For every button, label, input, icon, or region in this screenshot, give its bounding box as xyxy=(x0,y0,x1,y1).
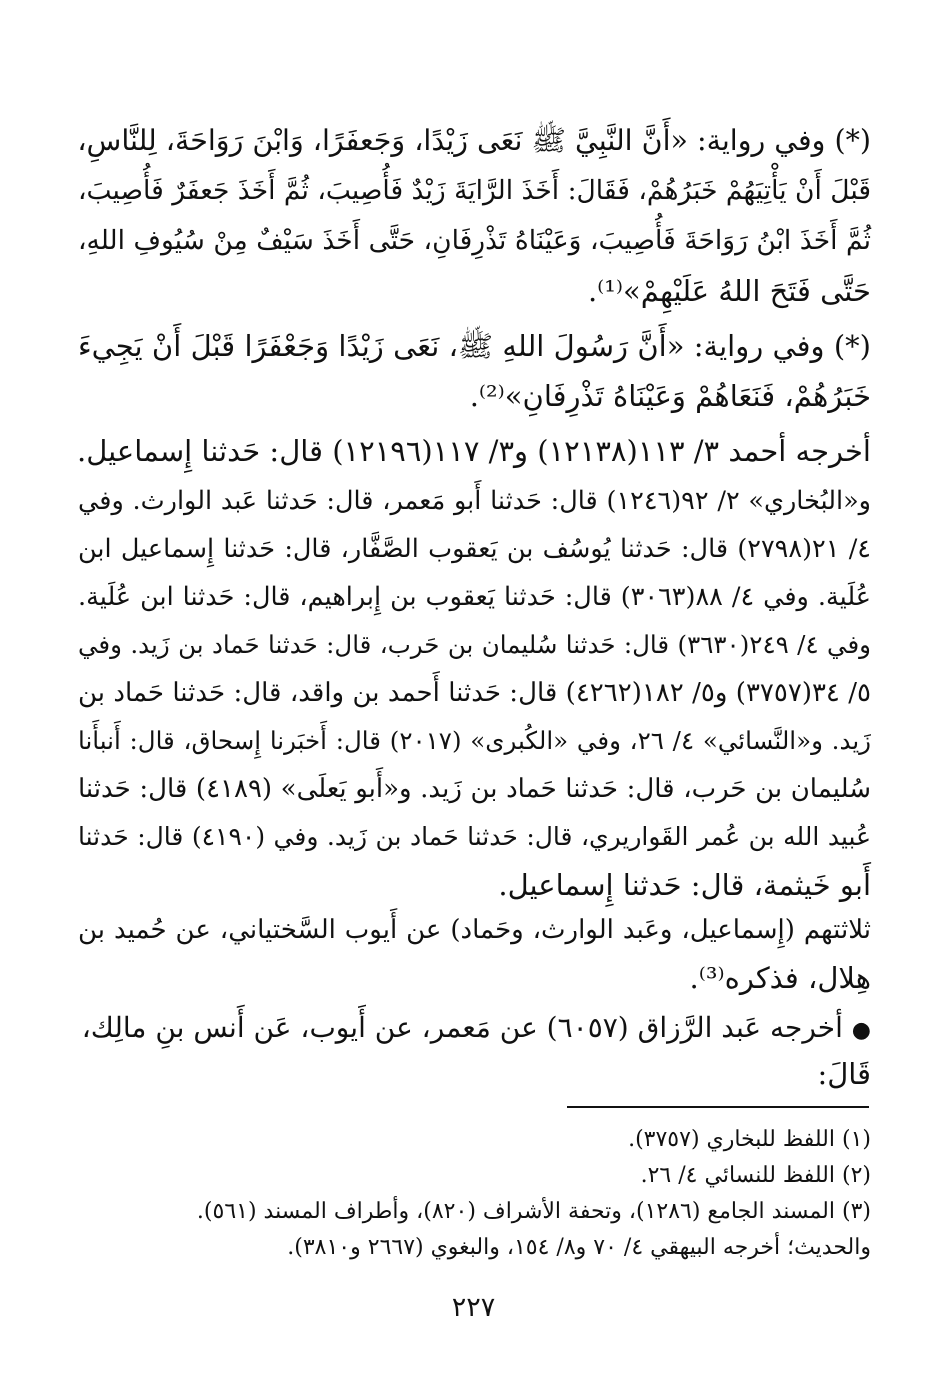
page-number: ٢٢٧ xyxy=(451,1292,496,1323)
bullet-text: أخرجه عَبد الرَّزاق (٦٠٥٧) عن مَعمر، عن أَيوب، عَن أَنس بنِ مالِك، xyxy=(81,1011,843,1044)
text-line: وفي ٤/ ٢٤٩(٣٦٣٠) قال: حَدثنا سُليمان بن حَرب، قال: حَدثنا حَماد بن زَيد. وفي xyxy=(78,630,871,659)
footnote-divider xyxy=(567,1106,869,1108)
text-line: سُليمان بن حَرب، قال: حَدثنا حَماد بن زَيد. و«أَبو يَعلَى» (٤١٨٩) قال: حَدثنا xyxy=(78,774,871,804)
bullet-icon: ● xyxy=(851,1018,871,1043)
text-line: قَبْلَ أَنْ يَأْتِيَهُمْ خَبَرُهُمْ، فَقَالَ: أَخَذَ الرَّايَةَ زَيْدٌ فَأُصِيبَ، ثُمَّ أَخَذَ جَعفَرٌ فَأُصِيبَ، xyxy=(77,175,871,206)
text-line: ٥/ ٣٤(٣٧٥٧) و٥/ ١٨٢(٤٢٦٢) قال: حَدثنا أَحمد بن واقد، قال: حَدثنا حَماد بن xyxy=(78,678,872,708)
footnote: (٢) اللفظ للنسائي ٤/ ٢٦. xyxy=(640,1163,871,1188)
text-line: عُبيد الله بن عُمر القَواريري، قال: حَدثنا حَماد بن زَيد. وفي (٤١٩٠) قال: حَدثنا xyxy=(78,822,871,851)
text-line: هِلال، فذكره⁽³⁾. xyxy=(689,961,871,995)
text-line: ٤/ ٢١(٢٧٩٨) قال: حَدثنا يُوسُف بن يَعقوب الصَّفَّار، قال: حَدثنا إِسماعيل ابن xyxy=(78,534,871,564)
footnote: والحديث؛ أخرجه البيهقي ٤/ ٧٠ و٨/ ١٥٤، والبغوي (٢٦٦٧ و٣٨١٠). xyxy=(287,1235,871,1260)
text-line: ثُمَّ أَخَذَ ابْنُ رَوَاحَةَ فَأُصِيبَ، وَعَيْنَاهُ تَذْرِفَانِ، حَتَّى أَخَذَ سَيْفٌ مِنْ سُيُوفِ اللهِ، xyxy=(78,225,871,256)
text-line: (*) وفي رواية: «أَنَّ رَسُولَ اللهِ ﷺ، نَعَى زَيْدًا وَجَعْفَرًا قَبْلَ أَنْ يَجِيءَ xyxy=(78,329,871,363)
text-line: و«البُخاري» ٢/ ٩٢(١٢٤٦) قال: حَدثنا أَبو مَعمر، قال: حَدثنا عَبد الوارث. وفي xyxy=(78,486,871,516)
footnote: (٣) المسند الجامع (١٢٨٦)، وتحفة الأشراف (٨٢٠)، وأطراف المسند (٥٦١). xyxy=(196,1199,871,1224)
bullet-line xyxy=(78,1008,871,1048)
text-line: حَتَّى فَتَحَ اللهُ عَلَيْهِمْ»⁽¹⁾. xyxy=(587,274,871,308)
text-line: أَبو خَيثمة، قال: حَدثنا إِسماعيل. xyxy=(498,868,871,902)
text-line: عُلَية. وفي ٤/ ٨٨(٣٠٦٣) قال: حَدثنا يَعقوب بن إِبراهيم، قال: حَدثنا ابن عُلَية. xyxy=(78,582,871,612)
text-line: (*) وفي رواية: «أَنَّ النَّبِيَّ ﷺ نَعَى زَيْدًا، وَجَعفَرًا، وَابْنَ رَوَاحَةَ، لِلنَّاسِ، xyxy=(77,124,871,157)
text-line: زَيد. و«النَّسائي» ٤/ ٢٦، وفي «الكُبرى» (٢٠١٧) قال: أَخبَرنا إِسحاق، قال: أَنبأَنا xyxy=(78,726,871,755)
footnote: (١) اللفظ للبخاري (٣٧٥٧). xyxy=(628,1127,871,1152)
text-line: خَبَرُهُمْ، فَنَعَاهُمْ وَعَيْنَاهُ تَذْرِفَانِ»⁽²⁾. xyxy=(469,379,871,413)
text-line: قَالَ: xyxy=(817,1057,871,1091)
text-line: أخرجه أحمد ٣/ ١١٣(١٢١٣٨) و٣/ ١١٧(١٢١٩٦) قال: حَدثنا إِسماعيل. xyxy=(77,434,871,468)
text-line: ثلاثتهم (إِسماعيل، وعَبد الوارث، وحَماد) عن أَيوب السَّختياني، عن حُميد بن xyxy=(78,915,871,945)
